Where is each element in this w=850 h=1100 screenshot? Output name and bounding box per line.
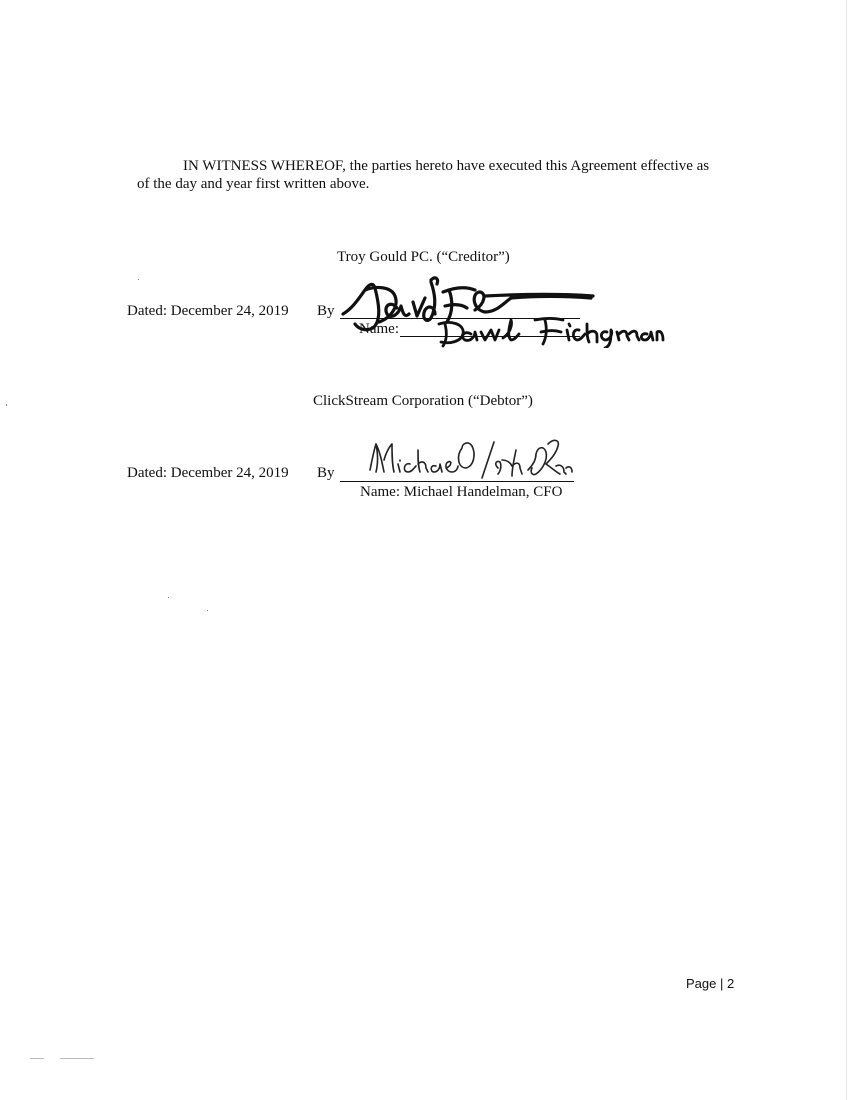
creditor-signature xyxy=(335,268,665,348)
creditor-party-label: Troy Gould PC. (“Creditor”) xyxy=(337,249,510,265)
page-number: Page | 2 xyxy=(686,976,735,991)
creditor-name-label: Name: xyxy=(359,321,399,337)
debtor-name-line: Name: Michael Handelman, CFO xyxy=(360,484,563,500)
scan-speck xyxy=(30,1058,44,1059)
creditor-by-label: By xyxy=(317,303,335,319)
scan-edge xyxy=(846,0,847,1100)
witness-line-2: of the day and year first written above. xyxy=(137,176,370,192)
scan-speck xyxy=(207,610,208,611)
scan-speck xyxy=(138,279,139,280)
debtor-party-label: ClickStream Corporation (“Debtor”) xyxy=(313,393,533,409)
witness-line-1: IN WITNESS WHEREOF, the parties hereto have executed this Agreement effective as xyxy=(183,158,710,174)
scan-speck xyxy=(168,597,169,598)
debtor-by-label: By xyxy=(317,465,335,481)
debtor-signature xyxy=(360,430,580,482)
debtor-dated: Dated: December 24, 2019 xyxy=(127,465,289,481)
scan-speck xyxy=(60,1058,94,1059)
creditor-dated: Dated: December 24, 2019 xyxy=(127,303,289,319)
scan-speck xyxy=(6,404,7,406)
